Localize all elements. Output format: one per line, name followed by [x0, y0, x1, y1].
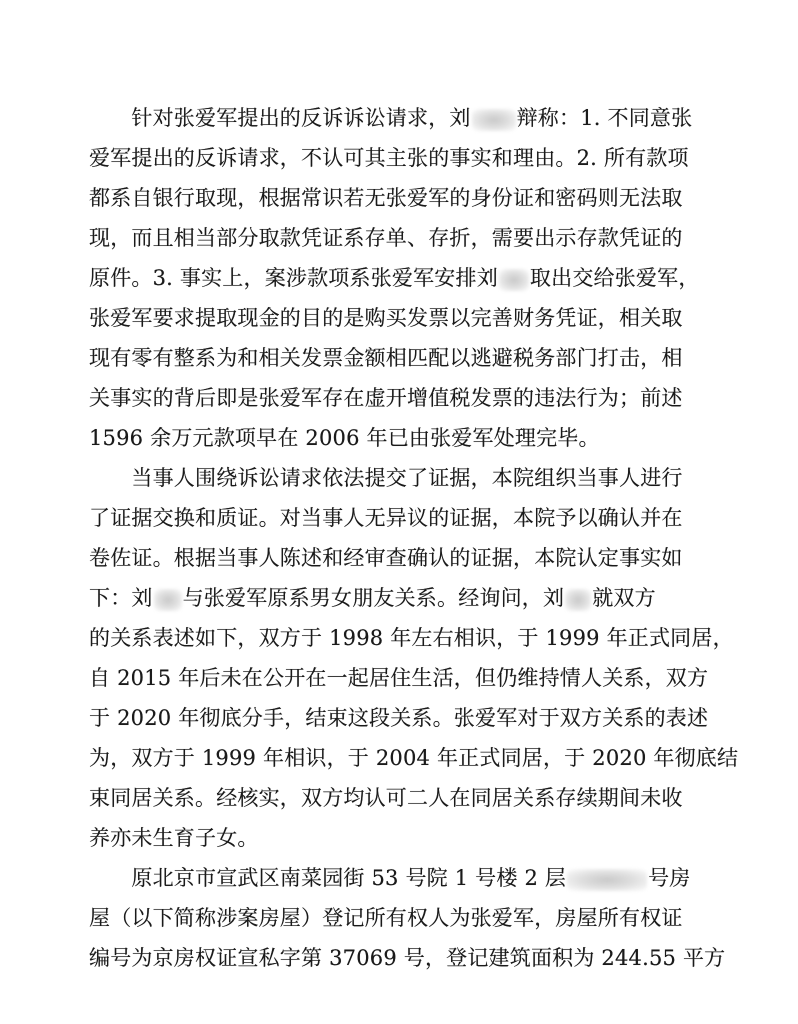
redaction-blur [567, 869, 647, 891]
text-line: 当事人围绕诉讼请求依法提交了证据，本院组织当事人进行 [89, 466, 683, 490]
text-line: 的关系表述如下，双方于 1998 年左右相识，于 1999 年正式同居， [89, 626, 734, 650]
text-line: 屋（以下简称涉案房屋）登记所有权人为张爱军，房屋所有权证 [89, 906, 683, 930]
text-line [89, 260, 700, 296]
text-line: 爱军提出的反诉请求，不认可其主张的事实和理由。2. 所有款项 [89, 146, 689, 170]
text-line: 为，双方于 1999 年相识，于 2004 年正式同居，于 2020 年彻底结 [89, 746, 739, 770]
redaction-blur [565, 589, 591, 611]
text-segment: 针对张爱军提出的反诉诉讼请求，刘 [89, 106, 471, 130]
text-line: 自 2015 年后未在公开在一起居住生活，但仍维持情人关系，双方 [89, 666, 709, 690]
text-line: 关事实的背后即是张爱军存在虚开增值税发票的违法行为；前述 [89, 386, 683, 410]
text-line: 养亦未生育子女。 [89, 826, 259, 850]
text-segment: 原件。3. 事实上，案涉款项系张爱军安排刘 [89, 266, 498, 290]
text-line: 卷佐证。根据当事人陈述和经审查确认的证据，本院认定事实如 [89, 546, 683, 570]
text-line: 张爱军要求提取现金的目的是购买发票以完善财务凭证，相关取 [89, 306, 683, 330]
text-line: 了证据交换和质证。对当事人无异议的证据，本院予以确认并在 [89, 506, 683, 530]
text-line: 1596 余万元款项早在 2006 年已由张爱军处理完毕。 [89, 426, 600, 450]
redaction-blur [154, 589, 182, 611]
text-line: 于 2020 年彻底分手，结束这段关系。张爱军对于双方关系的表述 [89, 706, 709, 730]
text-line: 束同居关系。经核实，双方均认可二人在同居关系存续期间未收 [89, 786, 683, 810]
text-segment: 下：刘 [89, 586, 153, 610]
text-line: 编号为京房权证宣私字第 37069 号，登记建筑面积为 244.55 平方 [89, 946, 726, 970]
text-line [89, 860, 691, 896]
text-segment: 取出交给张爱军， [529, 266, 700, 290]
text-segment: 辩称：1. 不同意张 [516, 106, 693, 130]
text-segment: 就双方 [592, 586, 656, 610]
text-line: 现，而且相当部分取款凭证系存单、存折，需要出示存款凭证的 [89, 226, 683, 250]
redaction-blur [472, 109, 516, 131]
text-line: 现有零有整系为和相关发票金额相匹配以逃避税务部门打击，相 [89, 346, 683, 370]
text-segment: 号房 [648, 866, 691, 890]
text-segment: 与张爱军原系男女朋友关系。经询问，刘 [182, 586, 565, 610]
text-line [89, 100, 692, 136]
text-line: 都系自银行取现，根据常识若无张爱军的身份证和密码则无法取 [89, 186, 683, 210]
text-line [89, 580, 656, 616]
text-segment: 原北京市宣武区南菜园街 53 号院 1 号楼 2 层 [89, 866, 567, 890]
redaction-blur [499, 269, 529, 291]
